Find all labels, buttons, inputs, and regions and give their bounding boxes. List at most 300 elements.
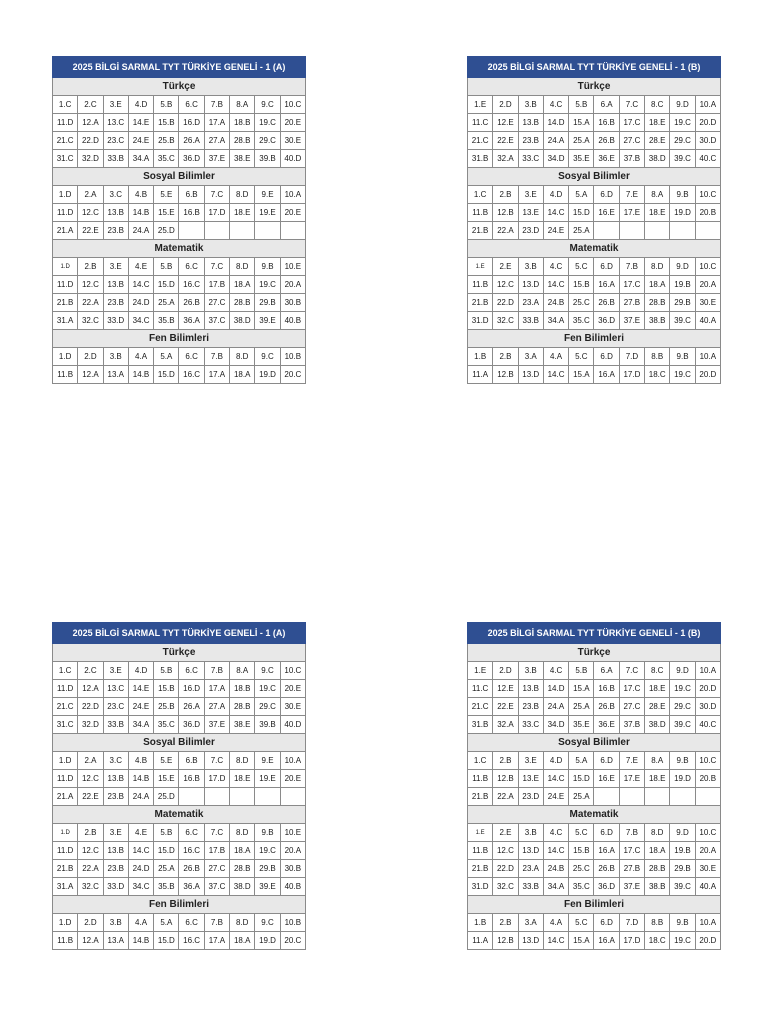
answer-cell: 21.B bbox=[53, 860, 78, 878]
answer-cell: 33.D bbox=[103, 878, 128, 896]
answer-cell: 3.A bbox=[518, 348, 543, 366]
answer-cell: 23.A bbox=[518, 294, 543, 312]
answer-row bbox=[468, 186, 721, 204]
section-header: Türkçe bbox=[53, 78, 306, 96]
answer-cell: 7.B bbox=[204, 914, 229, 932]
answer-row bbox=[53, 716, 306, 734]
answer-cell: 24.E bbox=[543, 222, 568, 240]
answer-cell: 19.B bbox=[670, 842, 695, 860]
answer-cell: 20.D bbox=[695, 932, 720, 950]
answer-cell: 24.D bbox=[128, 860, 153, 878]
answer-cell: 5.A bbox=[569, 186, 594, 204]
answer-cell: 19.D bbox=[255, 932, 280, 950]
answer-cell: 8.D bbox=[230, 348, 255, 366]
answer-cell: 14.C bbox=[543, 842, 568, 860]
answer-cell: 12.A bbox=[78, 114, 103, 132]
answer-cell: 17.C bbox=[619, 114, 644, 132]
answer-cell: 26.B bbox=[594, 132, 619, 150]
answer-cell: 35.E bbox=[569, 150, 594, 168]
answer-cell: 28.B bbox=[230, 294, 255, 312]
answer-cell: 1.B bbox=[468, 914, 493, 932]
answer-cell: 1.D bbox=[53, 752, 78, 770]
answer-cell: 15.D bbox=[154, 276, 179, 294]
answer-cell: 17.A bbox=[204, 114, 229, 132]
answer-cell: 17.D bbox=[204, 204, 229, 222]
answer-cell: 19.C bbox=[670, 366, 695, 384]
answer-cell: 28.B bbox=[645, 860, 670, 878]
answer-cell: 13.B bbox=[103, 204, 128, 222]
answer-cell: 33.B bbox=[103, 150, 128, 168]
answer-cell: 4.A bbox=[543, 348, 568, 366]
section-header: Matematik bbox=[53, 240, 306, 258]
answer-row bbox=[468, 716, 721, 734]
answer-cell: 13.B bbox=[103, 842, 128, 860]
answer-cell: 13.D bbox=[518, 842, 543, 860]
answer-cell: 16.A bbox=[594, 842, 619, 860]
answer-cell: 15.E bbox=[154, 204, 179, 222]
answer-cell: 8.C bbox=[645, 662, 670, 680]
answer-cell: 28.B bbox=[645, 294, 670, 312]
answer-cell: 7.B bbox=[204, 662, 229, 680]
answer-cell: 19.C bbox=[255, 114, 280, 132]
answer-row bbox=[53, 662, 306, 680]
answer-cell: 26.B bbox=[594, 294, 619, 312]
answer-cell: 2.D bbox=[78, 348, 103, 366]
answer-cell: 35.C bbox=[154, 150, 179, 168]
answer-cell: 9.B bbox=[670, 348, 695, 366]
answer-row bbox=[53, 114, 306, 132]
answer-row bbox=[53, 366, 306, 384]
answer-cell bbox=[594, 788, 619, 806]
answer-cell: 21.C bbox=[53, 698, 78, 716]
answer-cell: 13.C bbox=[103, 680, 128, 698]
answer-cell: 25.C bbox=[569, 294, 594, 312]
answer-cell: 18.B bbox=[230, 114, 255, 132]
answer-cell: 13.D bbox=[518, 932, 543, 950]
answer-cell: 19.C bbox=[670, 114, 695, 132]
answer-cell: 10.A bbox=[695, 662, 720, 680]
answer-cell: 29.B bbox=[255, 860, 280, 878]
answer-cell: 15.D bbox=[154, 932, 179, 950]
answer-cell: 20.D bbox=[695, 114, 720, 132]
answer-cell: 29.B bbox=[670, 860, 695, 878]
answer-cell: 3.B bbox=[518, 824, 543, 842]
answer-cell: 14.E bbox=[128, 114, 153, 132]
answer-cell: 6.B bbox=[179, 752, 204, 770]
answer-cell: 10.C bbox=[695, 824, 720, 842]
answer-cell: 38.E bbox=[230, 150, 255, 168]
answer-cell: 4.E bbox=[128, 824, 153, 842]
answer-row bbox=[468, 312, 721, 330]
answer-cell: 18.A bbox=[230, 276, 255, 294]
answer-cell: 2.D bbox=[493, 662, 518, 680]
answer-cell: 35.C bbox=[569, 878, 594, 896]
answer-cell: 10.A bbox=[695, 96, 720, 114]
answer-cell bbox=[645, 788, 670, 806]
answer-cell: 39.C bbox=[670, 716, 695, 734]
answer-cell: 24.A bbox=[543, 698, 568, 716]
answer-cell: 17.A bbox=[204, 680, 229, 698]
answer-cell: 31.B bbox=[468, 150, 493, 168]
answer-cell: 23.C bbox=[103, 132, 128, 150]
answer-cell: 40.C bbox=[695, 150, 720, 168]
answer-cell: 7.B bbox=[204, 96, 229, 114]
answer-cell: 29.C bbox=[255, 132, 280, 150]
answer-cell: 13.B bbox=[103, 770, 128, 788]
answer-cell: 3.B bbox=[518, 258, 543, 276]
answer-cell: 23.B bbox=[103, 222, 128, 240]
answer-cell: 39.B bbox=[255, 150, 280, 168]
answer-cell: 29.C bbox=[670, 132, 695, 150]
answer-cell: 22.A bbox=[78, 294, 103, 312]
answer-cell: 33.D bbox=[103, 312, 128, 330]
answer-cell: 19.D bbox=[670, 204, 695, 222]
answer-cell: 12.E bbox=[493, 680, 518, 698]
answer-cell: 20.D bbox=[695, 680, 720, 698]
answer-cell: 1.D bbox=[53, 914, 78, 932]
answer-cell: 18.E bbox=[230, 770, 255, 788]
answer-cell: 39.E bbox=[255, 312, 280, 330]
answer-cell: 10.A bbox=[280, 186, 305, 204]
answer-cell: 22.A bbox=[78, 860, 103, 878]
answer-cell: 17.C bbox=[619, 842, 644, 860]
answer-cell: 27.A bbox=[204, 132, 229, 150]
answer-cell: 36.E bbox=[594, 150, 619, 168]
answer-cell: 25.C bbox=[569, 860, 594, 878]
section-header: Matematik bbox=[468, 806, 721, 824]
answer-cell: 24.A bbox=[543, 132, 568, 150]
answer-cell: 3.E bbox=[518, 752, 543, 770]
answer-cell: 25.D bbox=[154, 222, 179, 240]
answer-cell: 8.C bbox=[645, 96, 670, 114]
answer-cell: 9.B bbox=[670, 914, 695, 932]
answer-cell: 2.C bbox=[78, 662, 103, 680]
answer-row bbox=[53, 878, 306, 896]
answer-cell: 9.B bbox=[255, 258, 280, 276]
answer-cell: 20.E bbox=[280, 204, 305, 222]
answer-cell: 18.E bbox=[645, 680, 670, 698]
answer-cell: 30.E bbox=[280, 132, 305, 150]
answer-cell: 1.D bbox=[53, 348, 78, 366]
answer-cell: 1.B bbox=[468, 348, 493, 366]
answer-cell: 4.A bbox=[543, 914, 568, 932]
answer-cell: 37.E bbox=[619, 878, 644, 896]
answer-cell: 13.B bbox=[518, 680, 543, 698]
answer-cell: 34.A bbox=[543, 312, 568, 330]
answer-row bbox=[468, 276, 721, 294]
answer-cell: 31.D bbox=[468, 878, 493, 896]
answer-cell: 13.B bbox=[103, 276, 128, 294]
answer-cell: 11.B bbox=[468, 204, 493, 222]
answer-cell: 4.D bbox=[543, 186, 568, 204]
answer-cell: 4.B bbox=[128, 186, 153, 204]
answer-row bbox=[468, 680, 721, 698]
answer-cell: 10.C bbox=[280, 96, 305, 114]
answer-cell: 18.C bbox=[645, 932, 670, 950]
answer-cell: 9.C bbox=[255, 914, 280, 932]
answer-cell: 33.B bbox=[518, 878, 543, 896]
answer-row bbox=[468, 878, 721, 896]
answer-cell: 14.C bbox=[543, 366, 568, 384]
answer-cell: 1.D bbox=[53, 824, 78, 842]
answer-cell: 36.D bbox=[179, 150, 204, 168]
answer-cell: 3.A bbox=[518, 914, 543, 932]
answer-cell: 11.D bbox=[53, 276, 78, 294]
answer-cell: 9.C bbox=[255, 348, 280, 366]
answer-cell: 12.A bbox=[78, 932, 103, 950]
answer-row bbox=[468, 824, 721, 842]
answer-cell: 27.C bbox=[619, 698, 644, 716]
answer-cell: 9.E bbox=[255, 752, 280, 770]
answer-cell bbox=[594, 222, 619, 240]
answer-cell: 30.D bbox=[695, 132, 720, 150]
answer-cell: 25.A bbox=[569, 788, 594, 806]
answer-cell: 14.E bbox=[128, 680, 153, 698]
answer-cell: 19.C bbox=[255, 276, 280, 294]
answer-key-table bbox=[52, 622, 306, 950]
answer-cell: 38.D bbox=[230, 878, 255, 896]
answer-cell: 4.D bbox=[543, 752, 568, 770]
answer-cell: 5.A bbox=[154, 914, 179, 932]
answer-cell: 9.B bbox=[670, 752, 695, 770]
answer-cell: 2.B bbox=[78, 258, 103, 276]
answer-cell: 3.E bbox=[103, 258, 128, 276]
answer-cell: 40.B bbox=[280, 312, 305, 330]
answer-cell: 7.C bbox=[204, 752, 229, 770]
answer-cell: 16.E bbox=[594, 770, 619, 788]
answer-cell: 20.C bbox=[280, 932, 305, 950]
answer-cell: 12.C bbox=[78, 842, 103, 860]
answer-cell: 10.E bbox=[280, 824, 305, 842]
answer-cell bbox=[670, 222, 695, 240]
section-header: Türkçe bbox=[468, 78, 721, 96]
answer-cell: 22.E bbox=[493, 698, 518, 716]
answer-cell: 36.E bbox=[594, 716, 619, 734]
answer-cell: 20.E bbox=[280, 680, 305, 698]
answer-cell: 6.D bbox=[594, 914, 619, 932]
answer-cell: 26.B bbox=[594, 860, 619, 878]
answer-cell: 29.C bbox=[670, 698, 695, 716]
answer-key-title: 2025 BİLGİ SARMAL TYT TÜRKİYE GENELİ - 1 (A) bbox=[53, 623, 306, 644]
answer-cell: 34.A bbox=[128, 150, 153, 168]
answer-key-title: 2025 BİLGİ SARMAL TYT TÜRKİYE GENELİ - 1 (A) bbox=[53, 57, 306, 78]
answer-cell: 23.B bbox=[103, 860, 128, 878]
answer-cell: 13.C bbox=[103, 114, 128, 132]
answer-cell: 39.E bbox=[255, 878, 280, 896]
answer-cell: 12.C bbox=[78, 204, 103, 222]
answer-row bbox=[468, 96, 721, 114]
answer-cell: 6.D bbox=[594, 752, 619, 770]
answer-cell: 19.C bbox=[255, 842, 280, 860]
answer-cell: 4.B bbox=[128, 752, 153, 770]
answer-cell: 11.A bbox=[468, 932, 493, 950]
answer-cell: 21.B bbox=[468, 222, 493, 240]
answer-cell: 32.D bbox=[78, 716, 103, 734]
answer-cell: 30.E bbox=[695, 860, 720, 878]
answer-cell: 16.A bbox=[594, 276, 619, 294]
answer-cell: 14.C bbox=[543, 276, 568, 294]
answer-row bbox=[53, 132, 306, 150]
answer-cell: 11.D bbox=[53, 680, 78, 698]
answer-cell: 22.D bbox=[78, 132, 103, 150]
answer-cell bbox=[619, 222, 644, 240]
answer-cell: 16.B bbox=[179, 204, 204, 222]
answer-cell: 6.A bbox=[594, 662, 619, 680]
answer-cell: 38.B bbox=[645, 312, 670, 330]
answer-cell: 34.C bbox=[128, 878, 153, 896]
answer-cell: 40.D bbox=[280, 150, 305, 168]
answer-cell: 3.C bbox=[103, 186, 128, 204]
answer-cell: 30.E bbox=[695, 294, 720, 312]
answer-cell: 12.B bbox=[493, 204, 518, 222]
answer-cell: 21.B bbox=[53, 294, 78, 312]
answer-cell: 2.B bbox=[493, 186, 518, 204]
answer-cell: 20.B bbox=[695, 204, 720, 222]
answer-cell: 2.C bbox=[78, 96, 103, 114]
answer-row bbox=[468, 366, 721, 384]
answer-cell: 5.B bbox=[154, 662, 179, 680]
answer-cell: 8.D bbox=[230, 914, 255, 932]
answer-cell: 36.D bbox=[594, 878, 619, 896]
answer-cell: 24.B bbox=[543, 294, 568, 312]
answer-cell: 13.E bbox=[518, 770, 543, 788]
answer-cell: 34.D bbox=[543, 716, 568, 734]
answer-cell: 25.B bbox=[154, 132, 179, 150]
answer-cell: 1.E bbox=[468, 258, 493, 276]
answer-cell: 18.A bbox=[645, 276, 670, 294]
answer-cell: 5.B bbox=[569, 96, 594, 114]
answer-cell: 7.C bbox=[204, 824, 229, 842]
answer-cell: 26.A bbox=[179, 698, 204, 716]
answer-cell: 12.B bbox=[493, 770, 518, 788]
answer-cell: 19.E bbox=[255, 204, 280, 222]
answer-cell: 19.B bbox=[670, 276, 695, 294]
answer-cell: 31.A bbox=[53, 312, 78, 330]
answer-cell: 20.A bbox=[280, 276, 305, 294]
answer-cell: 8.D bbox=[230, 824, 255, 842]
answer-cell: 2.D bbox=[493, 96, 518, 114]
answer-cell: 33.C bbox=[518, 150, 543, 168]
answer-cell: 33.C bbox=[518, 716, 543, 734]
answer-cell: 5.A bbox=[569, 752, 594, 770]
answer-cell: 4.C bbox=[543, 258, 568, 276]
answer-row bbox=[53, 186, 306, 204]
answer-cell: 17.E bbox=[619, 770, 644, 788]
answer-cell: 26.A bbox=[179, 132, 204, 150]
answer-cell: 24.B bbox=[543, 860, 568, 878]
answer-key-card-b-bottom bbox=[467, 622, 721, 950]
answer-cell: 16.B bbox=[594, 680, 619, 698]
section-header: Fen Bilimleri bbox=[53, 330, 306, 348]
answer-cell: 15.A bbox=[569, 932, 594, 950]
answer-cell: 9.C bbox=[255, 662, 280, 680]
answer-cell: 15.B bbox=[154, 114, 179, 132]
answer-row bbox=[468, 788, 721, 806]
answer-cell: 6.C bbox=[179, 824, 204, 842]
answer-cell: 10.A bbox=[280, 752, 305, 770]
answer-cell: 11.D bbox=[53, 770, 78, 788]
answer-cell: 1.D bbox=[53, 258, 78, 276]
answer-cell: 18.B bbox=[230, 680, 255, 698]
answer-cell bbox=[204, 788, 229, 806]
answer-cell: 11.C bbox=[468, 680, 493, 698]
answer-cell: 36.D bbox=[594, 312, 619, 330]
answer-cell: 14.C bbox=[128, 276, 153, 294]
answer-cell: 1.C bbox=[468, 186, 493, 204]
answer-cell: 7.C bbox=[204, 186, 229, 204]
answer-cell: 22.A bbox=[493, 222, 518, 240]
answer-cell: 17.D bbox=[204, 770, 229, 788]
answer-cell bbox=[280, 222, 305, 240]
answer-cell: 30.E bbox=[280, 698, 305, 716]
answer-cell: 1.C bbox=[53, 662, 78, 680]
answer-cell: 25.D bbox=[154, 788, 179, 806]
answer-cell: 10.E bbox=[280, 258, 305, 276]
answer-cell: 11.B bbox=[468, 770, 493, 788]
answer-cell: 9.B bbox=[255, 824, 280, 842]
answer-cell bbox=[204, 222, 229, 240]
answer-cell: 17.C bbox=[619, 276, 644, 294]
answer-row bbox=[468, 770, 721, 788]
answer-cell: 21.C bbox=[468, 132, 493, 150]
answer-cell: 16.E bbox=[594, 204, 619, 222]
answer-cell: 6.C bbox=[179, 258, 204, 276]
answer-cell: 5.B bbox=[154, 96, 179, 114]
answer-row bbox=[53, 348, 306, 366]
answer-cell: 12.A bbox=[78, 366, 103, 384]
answer-row bbox=[468, 698, 721, 716]
answer-row bbox=[468, 150, 721, 168]
answer-cell: 6.C bbox=[179, 914, 204, 932]
answer-cell: 10.C bbox=[695, 186, 720, 204]
answer-cell: 28.B bbox=[230, 132, 255, 150]
answer-cell: 11.D bbox=[53, 114, 78, 132]
answer-cell: 14.B bbox=[128, 932, 153, 950]
answer-row bbox=[468, 204, 721, 222]
answer-cell: 4.A bbox=[128, 914, 153, 932]
answer-cell: 27.C bbox=[204, 860, 229, 878]
answer-cell: 21.B bbox=[468, 860, 493, 878]
answer-cell: 8.A bbox=[230, 96, 255, 114]
answer-row bbox=[468, 914, 721, 932]
answer-key-card-a-bottom bbox=[52, 622, 306, 950]
answer-cell: 23.C bbox=[103, 698, 128, 716]
answer-cell: 20.E bbox=[280, 114, 305, 132]
answer-row bbox=[53, 770, 306, 788]
answer-cell: 19.D bbox=[255, 366, 280, 384]
answer-cell: 13.D bbox=[518, 276, 543, 294]
answer-row bbox=[468, 222, 721, 240]
answer-cell: 36.A bbox=[179, 878, 204, 896]
answer-cell: 35.B bbox=[154, 312, 179, 330]
answer-row bbox=[468, 752, 721, 770]
answer-key-title: 2025 BİLGİ SARMAL TYT TÜRKİYE GENELİ - 1 (B) bbox=[468, 623, 721, 644]
answer-cell: 13.A bbox=[103, 932, 128, 950]
answer-cell: 1.E bbox=[468, 96, 493, 114]
answer-cell: 17.A bbox=[204, 366, 229, 384]
answer-cell: 8.D bbox=[230, 258, 255, 276]
answer-cell: 37.B bbox=[619, 716, 644, 734]
answer-cell: 40.A bbox=[695, 878, 720, 896]
answer-cell: 5.C bbox=[569, 824, 594, 842]
answer-cell: 20.E bbox=[280, 770, 305, 788]
answer-cell: 11.C bbox=[468, 114, 493, 132]
answer-cell: 31.C bbox=[53, 150, 78, 168]
answer-row bbox=[53, 258, 306, 276]
answer-cell bbox=[179, 222, 204, 240]
answer-cell: 8.A bbox=[645, 186, 670, 204]
answer-cell: 24.A bbox=[128, 222, 153, 240]
